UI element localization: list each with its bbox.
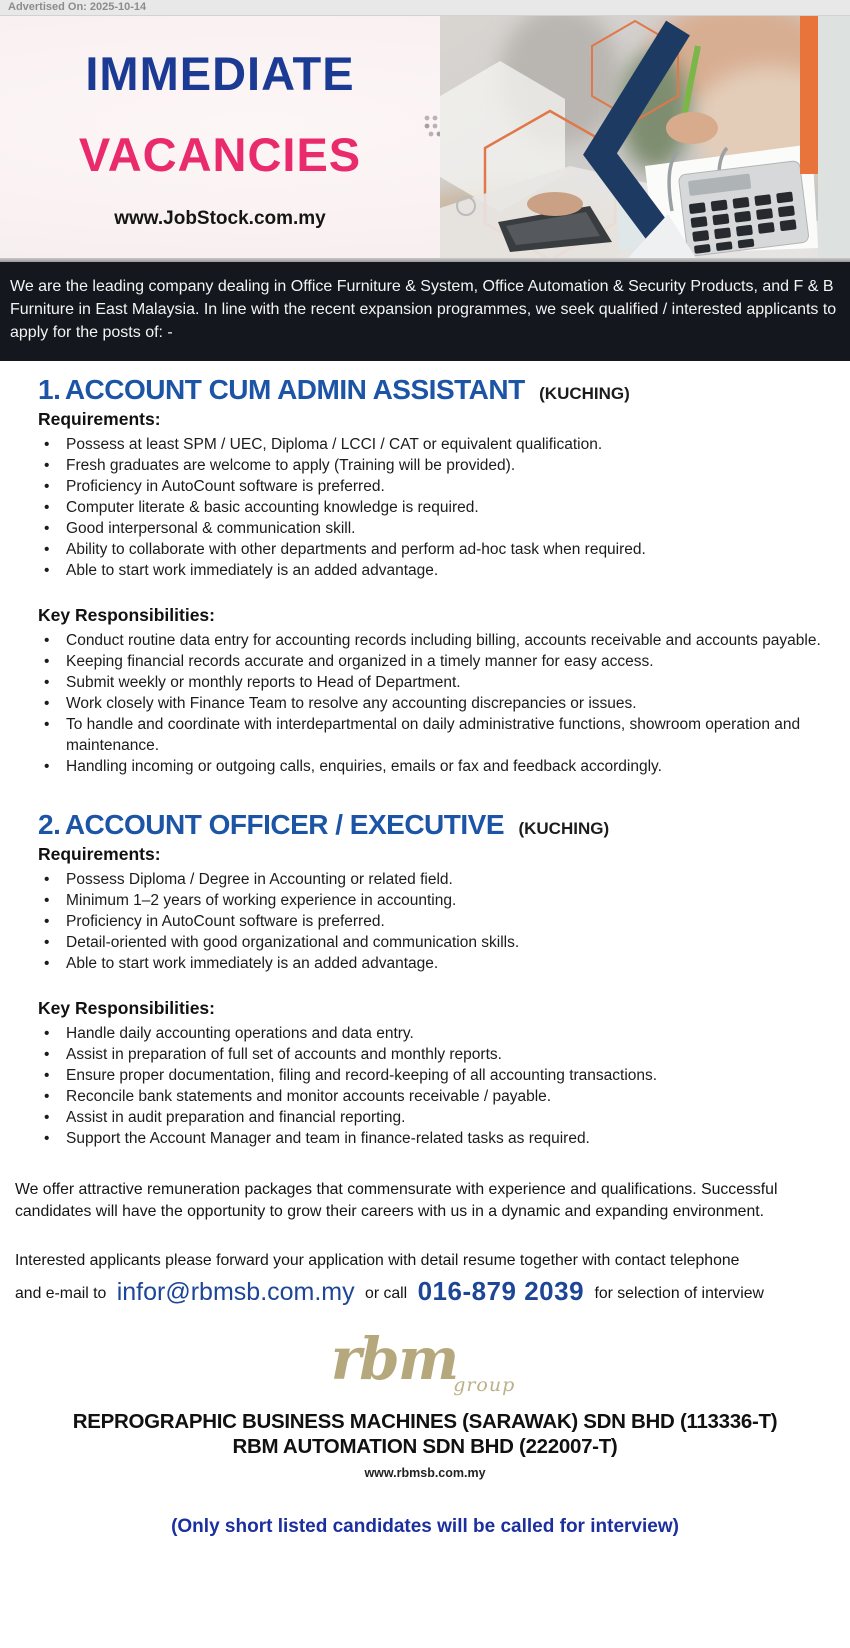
company-website-text: www.rbmsb.com.my	[364, 1465, 486, 1480]
list-item	[38, 1086, 835, 1107]
job-1-title: ACCOUNT CUM ADMIN ASSISTANT	[64, 373, 525, 405]
bullet-icon	[38, 672, 66, 693]
job-2-number: 2.	[38, 808, 61, 840]
bullet-text: Possess Diploma / Degree in Accounting or related field.	[66, 870, 453, 888]
logo-text: rbm	[330, 1324, 458, 1393]
bullet-icon	[38, 1086, 66, 1107]
header-banner	[0, 16, 850, 258]
list-item	[38, 911, 835, 932]
list-item	[38, 953, 835, 974]
bullet-icon	[38, 455, 66, 476]
bullet-icon	[38, 693, 66, 714]
bullet-icon	[38, 539, 66, 560]
list-item	[38, 1065, 835, 1086]
job-1-heading	[38, 374, 835, 406]
phone-link[interactable]: 016-879 2039	[417, 1275, 585, 1306]
list-item	[38, 434, 835, 455]
bullet-text: To handle and coordinate with interdepartmental on daily administrative functions, showroom operation and maintenance.	[66, 715, 801, 754]
bullet-text: Minimum 1–2 years of working experience in accounting.	[66, 891, 457, 909]
bullet-text: Possess at least SPM / UEC, Diploma / LCCI / CAT or equivalent qualification.	[66, 435, 603, 453]
bullet-text: Support the Account Manager and team in finance-related tasks as required.	[66, 1129, 590, 1147]
job-1-responsibilities-list	[38, 630, 835, 777]
bullet-text: Ensure proper documentation, filing and record-keeping of all accounting transactions.	[66, 1066, 658, 1084]
bullet-icon	[38, 1065, 66, 1086]
job-2-responsibilities-list	[38, 1023, 835, 1149]
orange-strip-decoration	[800, 16, 818, 174]
banner-title-vacancies: VACANCIES	[78, 128, 362, 181]
bullet-icon	[38, 651, 66, 672]
contact-middle: or call	[365, 1284, 408, 1302]
contact-block	[15, 1252, 835, 1311]
job-1-responsibilities-label: Key Responsibilities:	[38, 604, 215, 625]
job-2-heading	[38, 809, 835, 841]
advertised-on-text: Advertised On: 2025-10-14	[8, 1, 147, 13]
list-item	[38, 890, 835, 911]
list-item	[38, 693, 835, 714]
rbm-group-logo	[15, 1325, 835, 1409]
bullet-icon	[38, 869, 66, 890]
banner-title-immediate: IMMEDIATE	[85, 47, 355, 100]
intro-text: We are the leading company dealing in Office Furniture & System, Office Automation & Security Products, and F & B Furniture in East Malaysia. In line with the recent expansion programmes, we seek qualified / interested applicants to apply for the posts of: -	[10, 278, 837, 342]
main-content	[0, 374, 850, 1538]
bullet-icon	[38, 1128, 66, 1149]
calculator-illustration	[678, 160, 809, 256]
bullet-icon	[38, 630, 66, 651]
email-link[interactable]: infor@rbmsb.com.my	[116, 1277, 355, 1306]
list-item	[38, 1023, 835, 1044]
bullet-icon	[38, 714, 66, 756]
closing-paragraph: We offer attractive remuneration packages that commensurate with experience and qualifications. Successful candidates will have the opportunity to grow their careers with us in a dynamic and expanding environment.	[15, 1180, 778, 1220]
job-section-1	[15, 374, 835, 777]
bullet-text: Detail-oriented with good organizational and communication skills.	[66, 933, 520, 951]
contact-line-1: Interested applicants please forward your application with detail resume together with contact telephone	[15, 1251, 740, 1269]
bullet-icon	[38, 476, 66, 497]
list-item	[38, 1107, 835, 1128]
bullet-icon	[38, 560, 66, 581]
job-1-requirements-list	[38, 434, 835, 581]
bullet-icon	[38, 518, 66, 539]
advertised-on-bar	[0, 0, 850, 16]
logo-subtext: group	[453, 1373, 516, 1396]
bullet-icon	[38, 953, 66, 974]
bullet-text: Assist in audit preparation and financial reporting.	[66, 1108, 406, 1126]
bullet-text: Fresh graduates are welcome to apply (Training will be provided).	[66, 456, 516, 474]
job-2-requirements-list	[38, 869, 835, 974]
bullet-icon	[38, 1107, 66, 1128]
footer	[15, 1409, 835, 1538]
list-item	[38, 476, 835, 497]
bullet-text: Keeping financial records accurate and organized in a timely manner for easy access.	[66, 652, 654, 670]
bullet-icon	[38, 911, 66, 932]
bullet-text: Reconcile bank statements and monitor accounts receivable / payable.	[66, 1087, 552, 1105]
list-item	[38, 497, 835, 518]
list-item	[38, 756, 835, 777]
company-name-2: RBM AUTOMATION SDN BHD (222007-T)	[232, 1434, 618, 1458]
bullet-text: Able to start work immediately is an added advantage.	[66, 561, 439, 579]
bullet-text: Proficiency in AutoCount software is preferred.	[66, 477, 385, 495]
company-name-1: REPROGRAPHIC BUSINESS MACHINES (SARAWAK) SDN BHD (113336-T)	[72, 1409, 778, 1433]
bullet-icon	[38, 434, 66, 455]
job-1-number: 1.	[38, 373, 61, 405]
list-item	[38, 455, 835, 476]
job-2-requirements-label: Requirements:	[38, 843, 161, 864]
bullet-icon	[38, 890, 66, 911]
list-item	[38, 672, 835, 693]
bullet-text: Work closely with Finance Team to resolve any accounting discrepancies or issues.	[66, 694, 637, 712]
job-1-location: (KUCHING)	[539, 383, 630, 403]
list-item	[38, 1044, 835, 1065]
list-item	[38, 560, 835, 581]
job-2-title: ACCOUNT OFFICER / EXECUTIVE	[64, 808, 505, 840]
banner-text-block	[0, 16, 440, 258]
list-item	[38, 869, 835, 890]
job-section-2	[15, 809, 835, 1149]
bullet-text: Submit weekly or monthly reports to Head of Department.	[66, 673, 461, 691]
job-1-requirements-label: Requirements:	[38, 408, 161, 429]
list-item	[38, 1128, 835, 1149]
list-item	[38, 539, 835, 560]
job-2-location: (KUCHING)	[518, 818, 610, 838]
bullet-icon	[38, 1023, 66, 1044]
contact-suffix: for selection of interview	[594, 1284, 764, 1302]
shortlist-note: (Only short listed candidates will be called for interview)	[171, 1515, 679, 1537]
hand-illustration	[527, 192, 583, 216]
bullet-icon	[38, 932, 66, 953]
contact-prefix: and e-mail to	[15, 1284, 107, 1302]
contact-line-2	[15, 1274, 835, 1311]
bullet-text: Able to start work immediately is an added advantage.	[66, 954, 439, 972]
bullet-text: Handle daily accounting operations and data entry.	[66, 1024, 414, 1042]
bullet-text: Ability to collaborate with other departments and perform ad-hoc task when required.	[66, 540, 646, 558]
job-2-responsibilities-label: Key Responsibilities:	[38, 997, 215, 1018]
list-item	[38, 518, 835, 539]
jobstock-website-text: www.JobStock.com.my	[114, 208, 326, 229]
bullet-text: Assist in preparation of full set of accounts and monthly reports.	[66, 1045, 502, 1063]
bullet-icon	[38, 756, 66, 777]
bullet-icon	[38, 497, 66, 518]
office-photo-illustration	[440, 16, 818, 258]
intro-band	[0, 262, 850, 361]
bullet-text: Conduct routine data entry for accounting records including billing, accounts receivable and accounts payable.	[66, 631, 821, 649]
bullet-text: Computer literate & basic accounting knowledge is required.	[66, 498, 479, 516]
bullet-text: Handling incoming or outgoing calls, enquiries, emails or fax and feedback accordingly.	[66, 757, 662, 775]
bullet-text: Proficiency in AutoCount software is preferred.	[66, 912, 385, 930]
list-item	[38, 651, 835, 672]
bullet-icon	[38, 1044, 66, 1065]
list-item	[38, 932, 835, 953]
list-item	[38, 630, 835, 651]
bullet-text: Good interpersonal & communication skill.	[66, 519, 356, 537]
banner-right-margin	[818, 16, 850, 258]
list-item	[38, 714, 835, 756]
